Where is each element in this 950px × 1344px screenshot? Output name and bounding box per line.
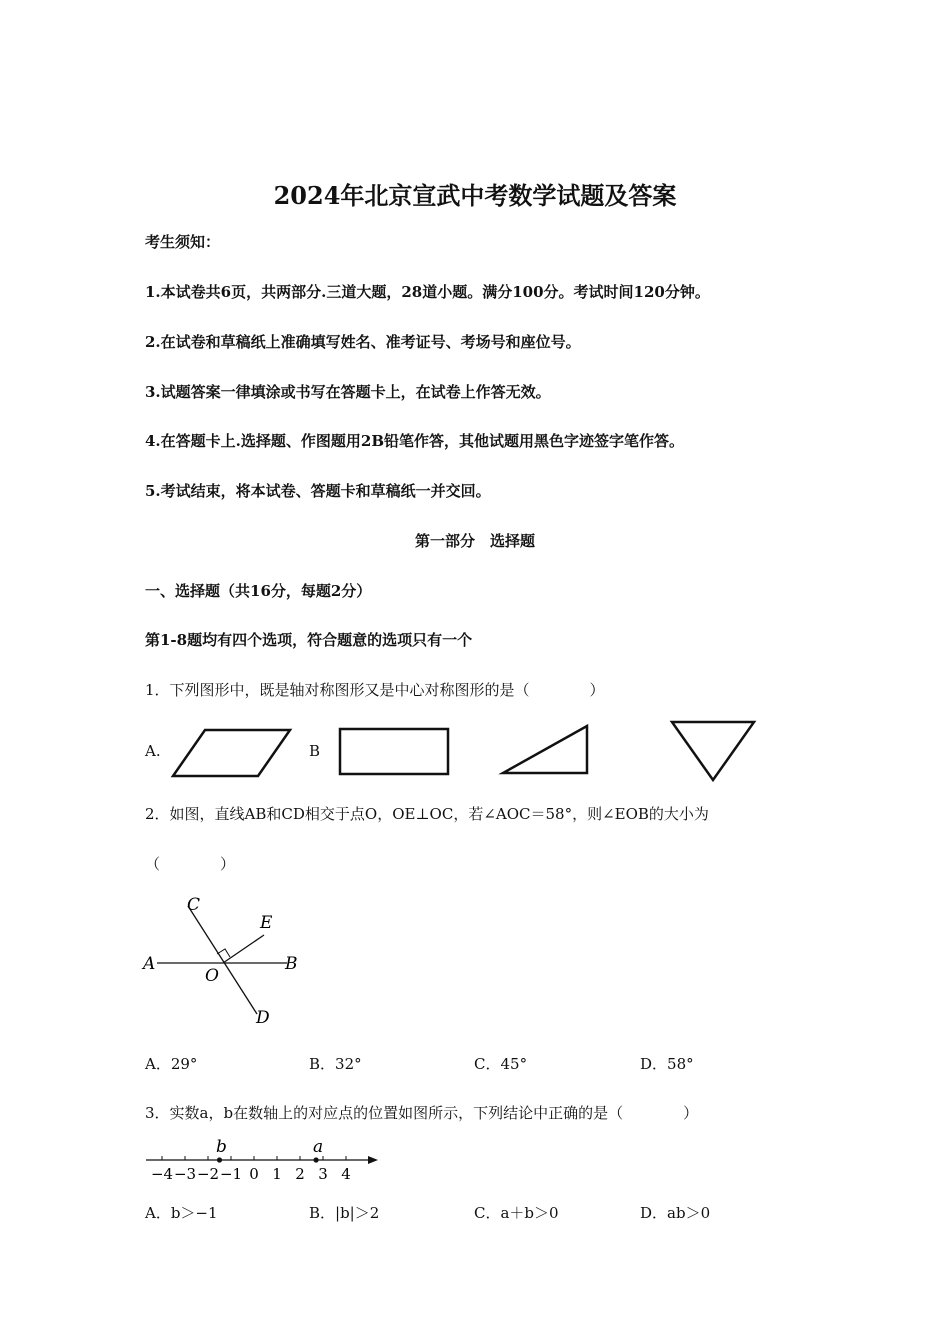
axis-tick-label: 2	[295, 1165, 305, 1183]
axis-arrow-icon	[368, 1156, 378, 1164]
part-heading: 第一部分 选择题	[414, 532, 535, 550]
q1-label-b: B	[309, 742, 321, 760]
q2-option-b: B．32°	[309, 1055, 362, 1073]
notice-heading: 考生须知：	[145, 233, 221, 251]
axis-tick-label: 3	[318, 1165, 328, 1183]
notice-item-4: 4.在答题卡上.选择题、作图题用2B铅笔作答，其他试题用黑色字迹签字笔作答。	[145, 432, 685, 450]
label-d: D	[256, 1008, 270, 1028]
q3-number-line	[140, 1135, 390, 1185]
notice-item-5: 5.考试结束，将本试卷、答题卡和草稿纸一并交回。	[145, 482, 491, 500]
q3-option-c: C．a＋b＞0	[474, 1204, 559, 1222]
axis-tick-label: 1	[272, 1165, 282, 1183]
axis-tick-label: 0	[249, 1165, 259, 1183]
q2-stem: 2．如图，直线AB和CD相交于点O，OE⊥OC，若∠AOC＝58°，则∠EOB的大小为	[145, 805, 709, 823]
page-title: 2024年北京宣武中考数学试题及答案	[273, 181, 677, 210]
notice-item-3: 3.试题答案一律填涂或书写在答题卡上，在试卷上作答无效。	[145, 383, 551, 401]
q2-option-a: A．29°	[145, 1055, 198, 1073]
point-a	[314, 1157, 319, 1162]
point-a-label: a	[313, 1137, 324, 1157]
label-b: B	[285, 954, 298, 974]
q1-right-triangle	[503, 726, 587, 773]
axis-tick-label: 4	[341, 1165, 351, 1183]
axis-tick-label: −3	[173, 1165, 197, 1183]
q1-rectangle	[340, 729, 448, 774]
axis-tick-label: −2	[196, 1165, 220, 1183]
point-b	[217, 1157, 222, 1162]
q3-option-b: B．|b|＞2	[309, 1204, 380, 1222]
axis-tick-label: −4	[150, 1165, 174, 1183]
label-a: A	[143, 954, 156, 974]
q3-option-d: D．ab＞0	[640, 1204, 711, 1222]
q1-parallelogram	[173, 730, 290, 776]
q2-paren: （ ）	[145, 855, 236, 873]
line-cd	[188, 906, 257, 1014]
q2-option-d: D．58°	[640, 1055, 694, 1073]
q2-option-c: C．45°	[474, 1055, 528, 1073]
q1-stem: 1．下列图形中，既是轴对称图形又是中心对称图形的是（ ）	[145, 681, 605, 699]
point-b-label: b	[216, 1137, 227, 1157]
q1-equilateral-triangle	[672, 722, 754, 780]
right-angle-mark	[217, 949, 230, 957]
label-o: O	[205, 966, 219, 986]
section-instruction: 第1-8题均有四个选项，符合题意的选项只有一个	[145, 631, 473, 649]
q3-option-a: A．b＞−1	[145, 1204, 218, 1222]
q1-label-a: A.	[145, 742, 161, 760]
section-heading: 一、选择题（共16分，每题2分）	[145, 582, 372, 600]
q1-shapes	[0, 710, 950, 790]
label-e: E	[260, 913, 273, 933]
ray-oe	[223, 935, 264, 963]
notice-item-2: 2.在试卷和草稿纸上准确填写姓名、准考证号、考场号和座位号。	[145, 333, 581, 351]
label-c: C	[187, 895, 201, 915]
axis-tick-label: −1	[219, 1165, 243, 1183]
q3-stem: 3．实数a，b在数轴上的对应点的位置如图所示，下列结论中正确的是（ ）	[145, 1104, 699, 1122]
notice-item-1: 1.本试卷共6页，共两部分.三道大题，28道小题。满分100分。考试时间120分钟。	[145, 283, 710, 301]
q2-figure	[135, 890, 315, 1035]
